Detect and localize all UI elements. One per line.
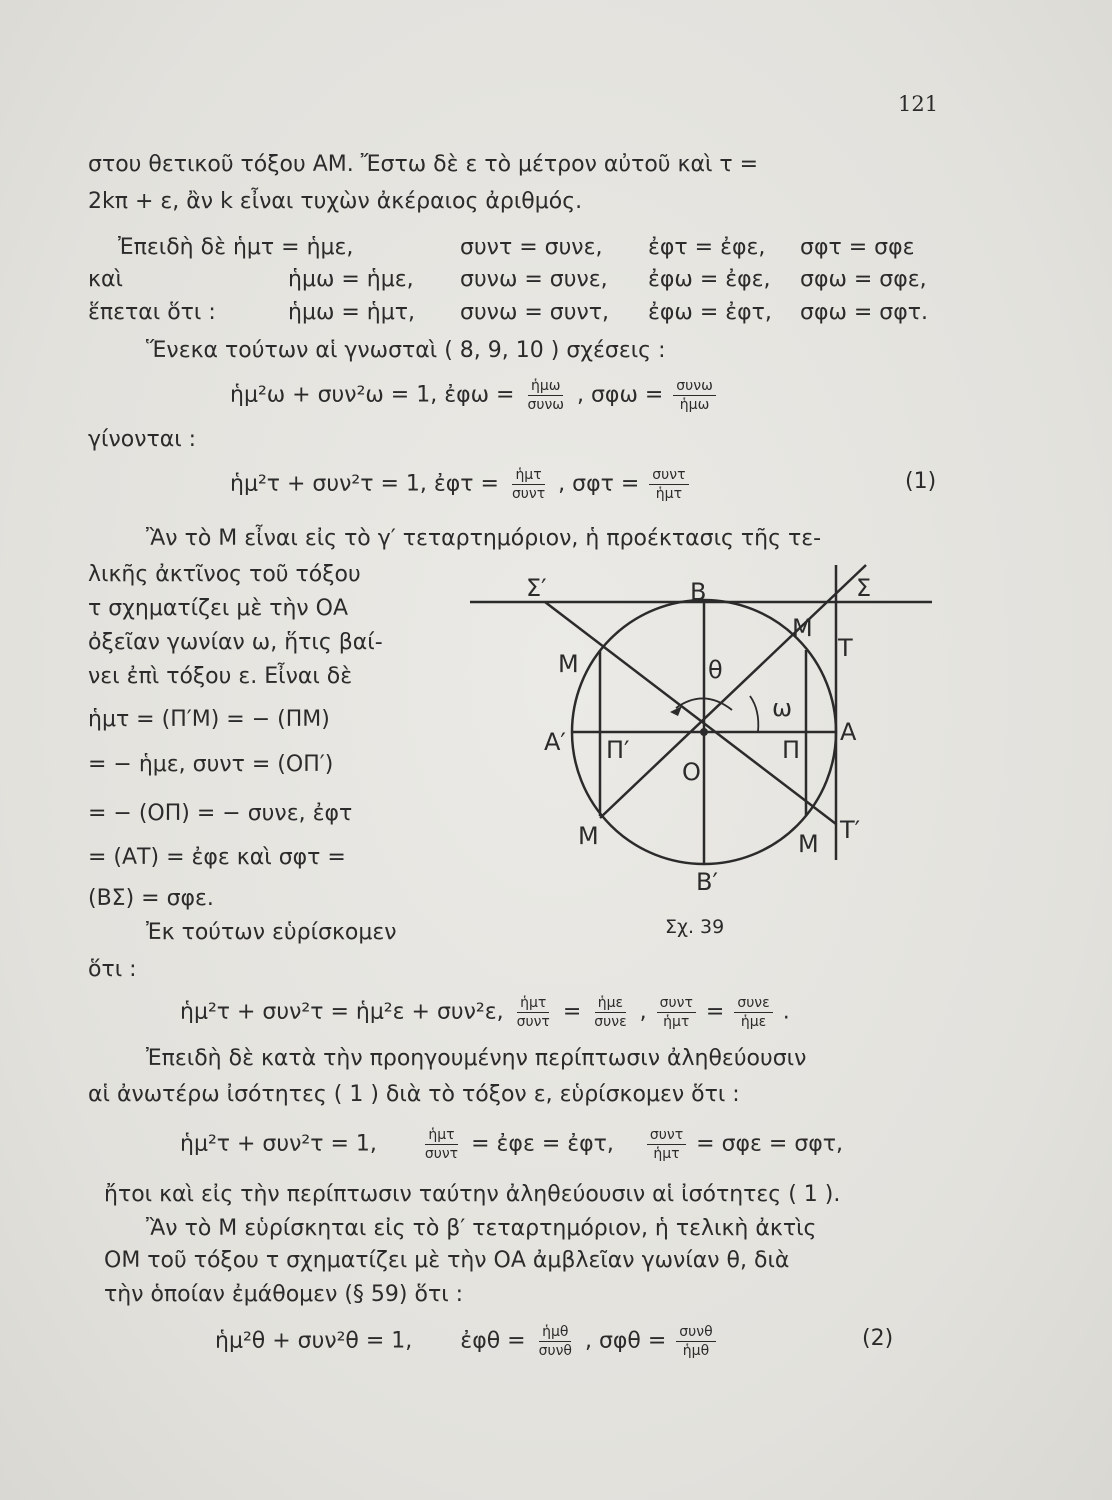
label-b: Β <box>690 578 707 606</box>
relation-cell: ἕπεται ὅτι : <box>88 300 216 325</box>
denominator: συνθ <box>538 1343 572 1359</box>
text-line: = − ἡμε, συντ = (ΟΠ′) <box>88 752 334 777</box>
equation-text: = σφε = σφτ, <box>696 1131 844 1157</box>
text-line: λικῆς ἀκτῖνος τοῦ τόξου <box>88 562 361 587</box>
relation-cell: Ἐπειδὴ δὲ ἡμτ = ἡμε, <box>118 235 354 260</box>
relation-cell: συνω = συνε, <box>460 267 608 292</box>
equation-text: ἡμ²ω + συν²ω = 1, ἐφω = <box>230 382 515 408</box>
equation-text: = ἐφε = ἐφτ, <box>471 1131 614 1157</box>
label-t-prime: Τ′ <box>840 816 861 844</box>
denominator: ἡμτ <box>653 1146 680 1162</box>
equation-text: , σφω = <box>577 382 664 408</box>
text-line: ἡμτ = (Π′Μ) = − (ΠΜ) <box>88 707 330 732</box>
text-line: τὴν ὁποίαν ἐμάθομεν (§ 59) ὅτι : <box>104 1282 464 1307</box>
fraction <box>649 467 688 502</box>
equation-2 <box>230 467 692 502</box>
text-line: Ἐπειδὴ δὲ κατὰ τὴν προηγουμένην περίπτωσιν ἀληθεύουσιν <box>146 1046 807 1071</box>
denominator: συνε <box>594 1014 627 1030</box>
label-m: Μ <box>558 650 579 678</box>
omega-angle-arc <box>750 696 758 732</box>
equation-text: ἡμ²θ + συν²θ = 1, <box>215 1328 413 1354</box>
denominator: ἡμε <box>740 1014 767 1030</box>
label-m: Μ <box>798 830 819 858</box>
text-line: = (ΑΤ) = ἐφε καὶ σφτ = <box>88 845 346 870</box>
label-m: Μ <box>792 614 813 642</box>
fraction <box>734 995 772 1030</box>
label-t: Τ <box>838 634 853 662</box>
denominator: ἡμω <box>679 397 710 413</box>
text-line: αἱ ἀνωτέρω ἰσότητες ( 1 ) διὰ τὸ τόξον ε, εὑρίσκομεν ὅτι : <box>88 1082 740 1107</box>
label-m: Μ <box>578 822 599 850</box>
denominator: συνω <box>527 397 564 413</box>
equation-text: . <box>782 999 790 1025</box>
fraction <box>509 467 548 502</box>
relation-cell: ἐφω = ἐφτ, <box>648 300 772 325</box>
fraction <box>422 1127 461 1162</box>
fraction <box>514 995 553 1030</box>
label-b-prime: Β′ <box>696 868 718 896</box>
label-theta: θ <box>708 656 723 684</box>
numerator: συντ <box>647 1127 686 1145</box>
equation-4 <box>180 1127 843 1162</box>
numerator: συνε <box>734 995 772 1013</box>
text-line: ὅτι : <box>88 957 137 982</box>
equation-tag: (2) <box>862 1326 894 1351</box>
numerator: συντ <box>657 995 696 1013</box>
equation-1 <box>230 378 719 413</box>
equation-3 <box>180 995 790 1030</box>
page-number: 121 <box>898 92 939 116</box>
unit-circle-figure <box>460 560 940 950</box>
numerator: ἡμθ <box>539 1324 571 1342</box>
label-a: Α <box>840 718 857 746</box>
text-line: Ἕνεκα τούτων αἱ γνωσταὶ ( 8, 9, 10 ) σχέσεις : <box>146 338 666 363</box>
fraction <box>657 995 696 1030</box>
fraction <box>647 1127 686 1162</box>
denominator: συντ <box>424 1146 459 1162</box>
text-line: Ἂν τὸ Μ εὑρίσκηται εἰς τὸ β′ τεταρτημόριον, ἡ τελικὴ ἀκτὶς <box>146 1216 817 1241</box>
text-line: 2kπ + ε, ἂν k εἶναι τυχὼν ἀκέραιος ἀριθμός. <box>88 189 583 214</box>
equation-text: = <box>705 999 725 1025</box>
fraction <box>676 1324 715 1359</box>
text-line: τ σχηματίζει μὲ τὴν ΟΑ <box>88 596 349 621</box>
equation-text: ἡμ²τ + συν²τ = 1, <box>180 1131 377 1157</box>
equation-text: ἡμ²τ + συν²τ = ἡμ²ε + συν²ε, <box>180 999 504 1025</box>
equation-text: , <box>639 999 647 1025</box>
relation-cell: καὶ <box>88 267 123 292</box>
fraction <box>673 378 716 413</box>
numerator: ἡμτ <box>517 995 549 1013</box>
text-line: ΟΜ τοῦ τόξου τ σχηματίζει μὲ τὴν ΟΑ ἀμβλεῖαν γωνίαν θ, διὰ <box>104 1248 790 1273</box>
label-p: Π <box>782 736 801 764</box>
equation-text: , σφτ = <box>558 471 640 497</box>
numerator: ἡμτ <box>425 1127 457 1145</box>
equation-5 <box>215 1324 719 1359</box>
fraction <box>524 378 567 413</box>
relation-cell: ἡμω = ἡμτ, <box>288 300 415 325</box>
relation-cell: συνω = συντ, <box>460 300 610 325</box>
relation-cell: σφτ = σφε <box>800 235 915 260</box>
fraction <box>591 995 629 1030</box>
relation-cell: σφω = σφτ. <box>800 300 928 325</box>
text-line: Ἐκ τούτων εὑρίσκομεν <box>146 920 397 945</box>
label-o: Ο <box>682 758 701 786</box>
text-line: Ἂν τὸ Μ εἶναι εἰς τὸ γ′ τεταρτημόριον, ἡ προέκτασις τῆς τε- <box>146 526 822 551</box>
label-p-prime: Π′ <box>606 736 630 764</box>
figure-caption: Σχ. 39 <box>665 916 725 938</box>
numerator: ἡμτ <box>512 467 544 485</box>
label-sigma: Σ <box>856 574 872 602</box>
label-omega: ω <box>772 694 793 722</box>
relation-cell: ἡμω = ἡμε, <box>288 267 414 292</box>
text-line: στου θετικοῦ τόξου ΑΜ. Ἔστω δὲ ε τὸ μέτρον αὐτοῦ καὶ τ = <box>88 152 759 177</box>
relation-cell: συντ = συνε, <box>460 235 603 260</box>
denominator: συντ <box>511 486 546 502</box>
numerator: συνω <box>673 378 716 396</box>
numerator: συντ <box>649 467 688 485</box>
equation-tag: (1) <box>905 469 937 494</box>
text-line: ἤτοι καὶ εἰς τὴν περίπτωσιν ταύτην ἀληθεύουσιν αἱ ἰσότητες ( 1 ). <box>104 1182 841 1207</box>
equation-text: = <box>562 999 582 1025</box>
text-line: = − (ΟΠ) = − συνε, ἐφτ <box>88 801 353 826</box>
text-line: νει ἐπὶ τόξου ε. Εἶναι δὲ <box>88 664 353 689</box>
relation-cell: σφω = σφε, <box>800 267 927 292</box>
text-line: ὀξεῖαν γωνίαν ω, ἥτις βαί- <box>88 630 383 655</box>
numerator: συνθ <box>676 1324 715 1342</box>
label-a-prime: Α′ <box>544 728 566 756</box>
numerator: ἡμε <box>595 995 626 1013</box>
center-point <box>700 728 708 736</box>
text-line: γίνονται : <box>88 427 197 452</box>
denominator: συντ <box>516 1014 550 1030</box>
denominator: ἡμθ <box>682 1343 710 1359</box>
denominator: ἡμτ <box>655 486 683 502</box>
fraction <box>536 1324 575 1359</box>
equation-text: ἡμ²τ + συν²τ = 1, ἐφτ = <box>230 471 499 497</box>
denominator: ἡμτ <box>663 1014 690 1030</box>
equation-text: , σφθ = <box>584 1328 667 1354</box>
numerator: ἡμω <box>528 378 564 396</box>
text-line: (ΒΣ) = σφε. <box>88 886 214 911</box>
relation-cell: ἐφτ = ἐφε, <box>648 235 766 260</box>
equation-text: ἐφθ = <box>460 1328 526 1354</box>
label-sigma-prime: Σ′ <box>526 574 547 602</box>
relation-cell: ἐφω = ἐφε, <box>648 267 771 292</box>
